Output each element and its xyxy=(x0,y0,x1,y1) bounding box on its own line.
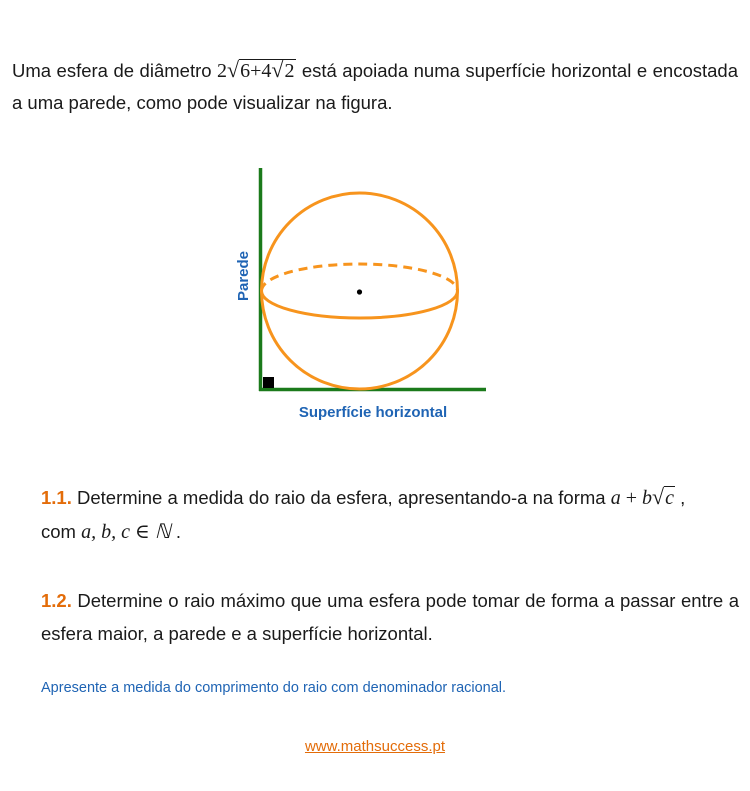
equator-back-dashed xyxy=(262,264,458,291)
footer xyxy=(0,738,750,755)
floor-label: Superfície horizontal xyxy=(298,404,448,421)
form-a: a xyxy=(610,487,621,509)
wall-label: Parede xyxy=(235,250,252,302)
form-expression xyxy=(610,484,675,509)
question-1-2 xyxy=(41,584,739,650)
intro-text-after: está apoiada numa superfície horizontal e encostada a uma parede, como pode visualizar na figura. xyxy=(12,60,738,113)
line2-math: a, b, c ∈ ℕ xyxy=(81,521,171,543)
form-b: b xyxy=(642,487,653,509)
question-text: Determine a medida do raio da esfera, apresentando-a na forma xyxy=(71,487,611,508)
line2-end: . xyxy=(170,521,182,542)
question-number: 1.2. xyxy=(41,590,72,611)
equator-front xyxy=(262,291,458,318)
form-comma: , xyxy=(674,487,686,508)
formula-coefficient: 2 xyxy=(217,60,228,82)
line2-prefix: com xyxy=(41,521,82,542)
formula-inner: 6+4 xyxy=(240,60,272,82)
intro-text-before: Uma esfera de diâmetro xyxy=(12,60,218,81)
sqrt-icon: √ xyxy=(227,57,240,82)
sqrt-icon-inner: √ xyxy=(271,57,284,82)
note-text: Apresente a medida do comprimento do raio com denominador racional. xyxy=(41,680,507,696)
question-number: 1.1. xyxy=(41,487,72,508)
form-c: c xyxy=(665,487,674,509)
formula-inner-root: 2 xyxy=(284,60,295,82)
question-text: Determine o raio máximo que uma esfera pode tomar de forma a passar entre a esfera maior, a parede e a superfície horizontal. xyxy=(41,590,739,644)
question-1-1 xyxy=(41,480,739,549)
sqrt-icon-form: √ xyxy=(652,484,665,509)
sphere-center-dot xyxy=(357,289,362,294)
right-angle-icon xyxy=(263,377,274,388)
footer-link[interactable]: www.mathsuccess.pt xyxy=(304,738,446,755)
form-plus: + xyxy=(620,487,643,509)
